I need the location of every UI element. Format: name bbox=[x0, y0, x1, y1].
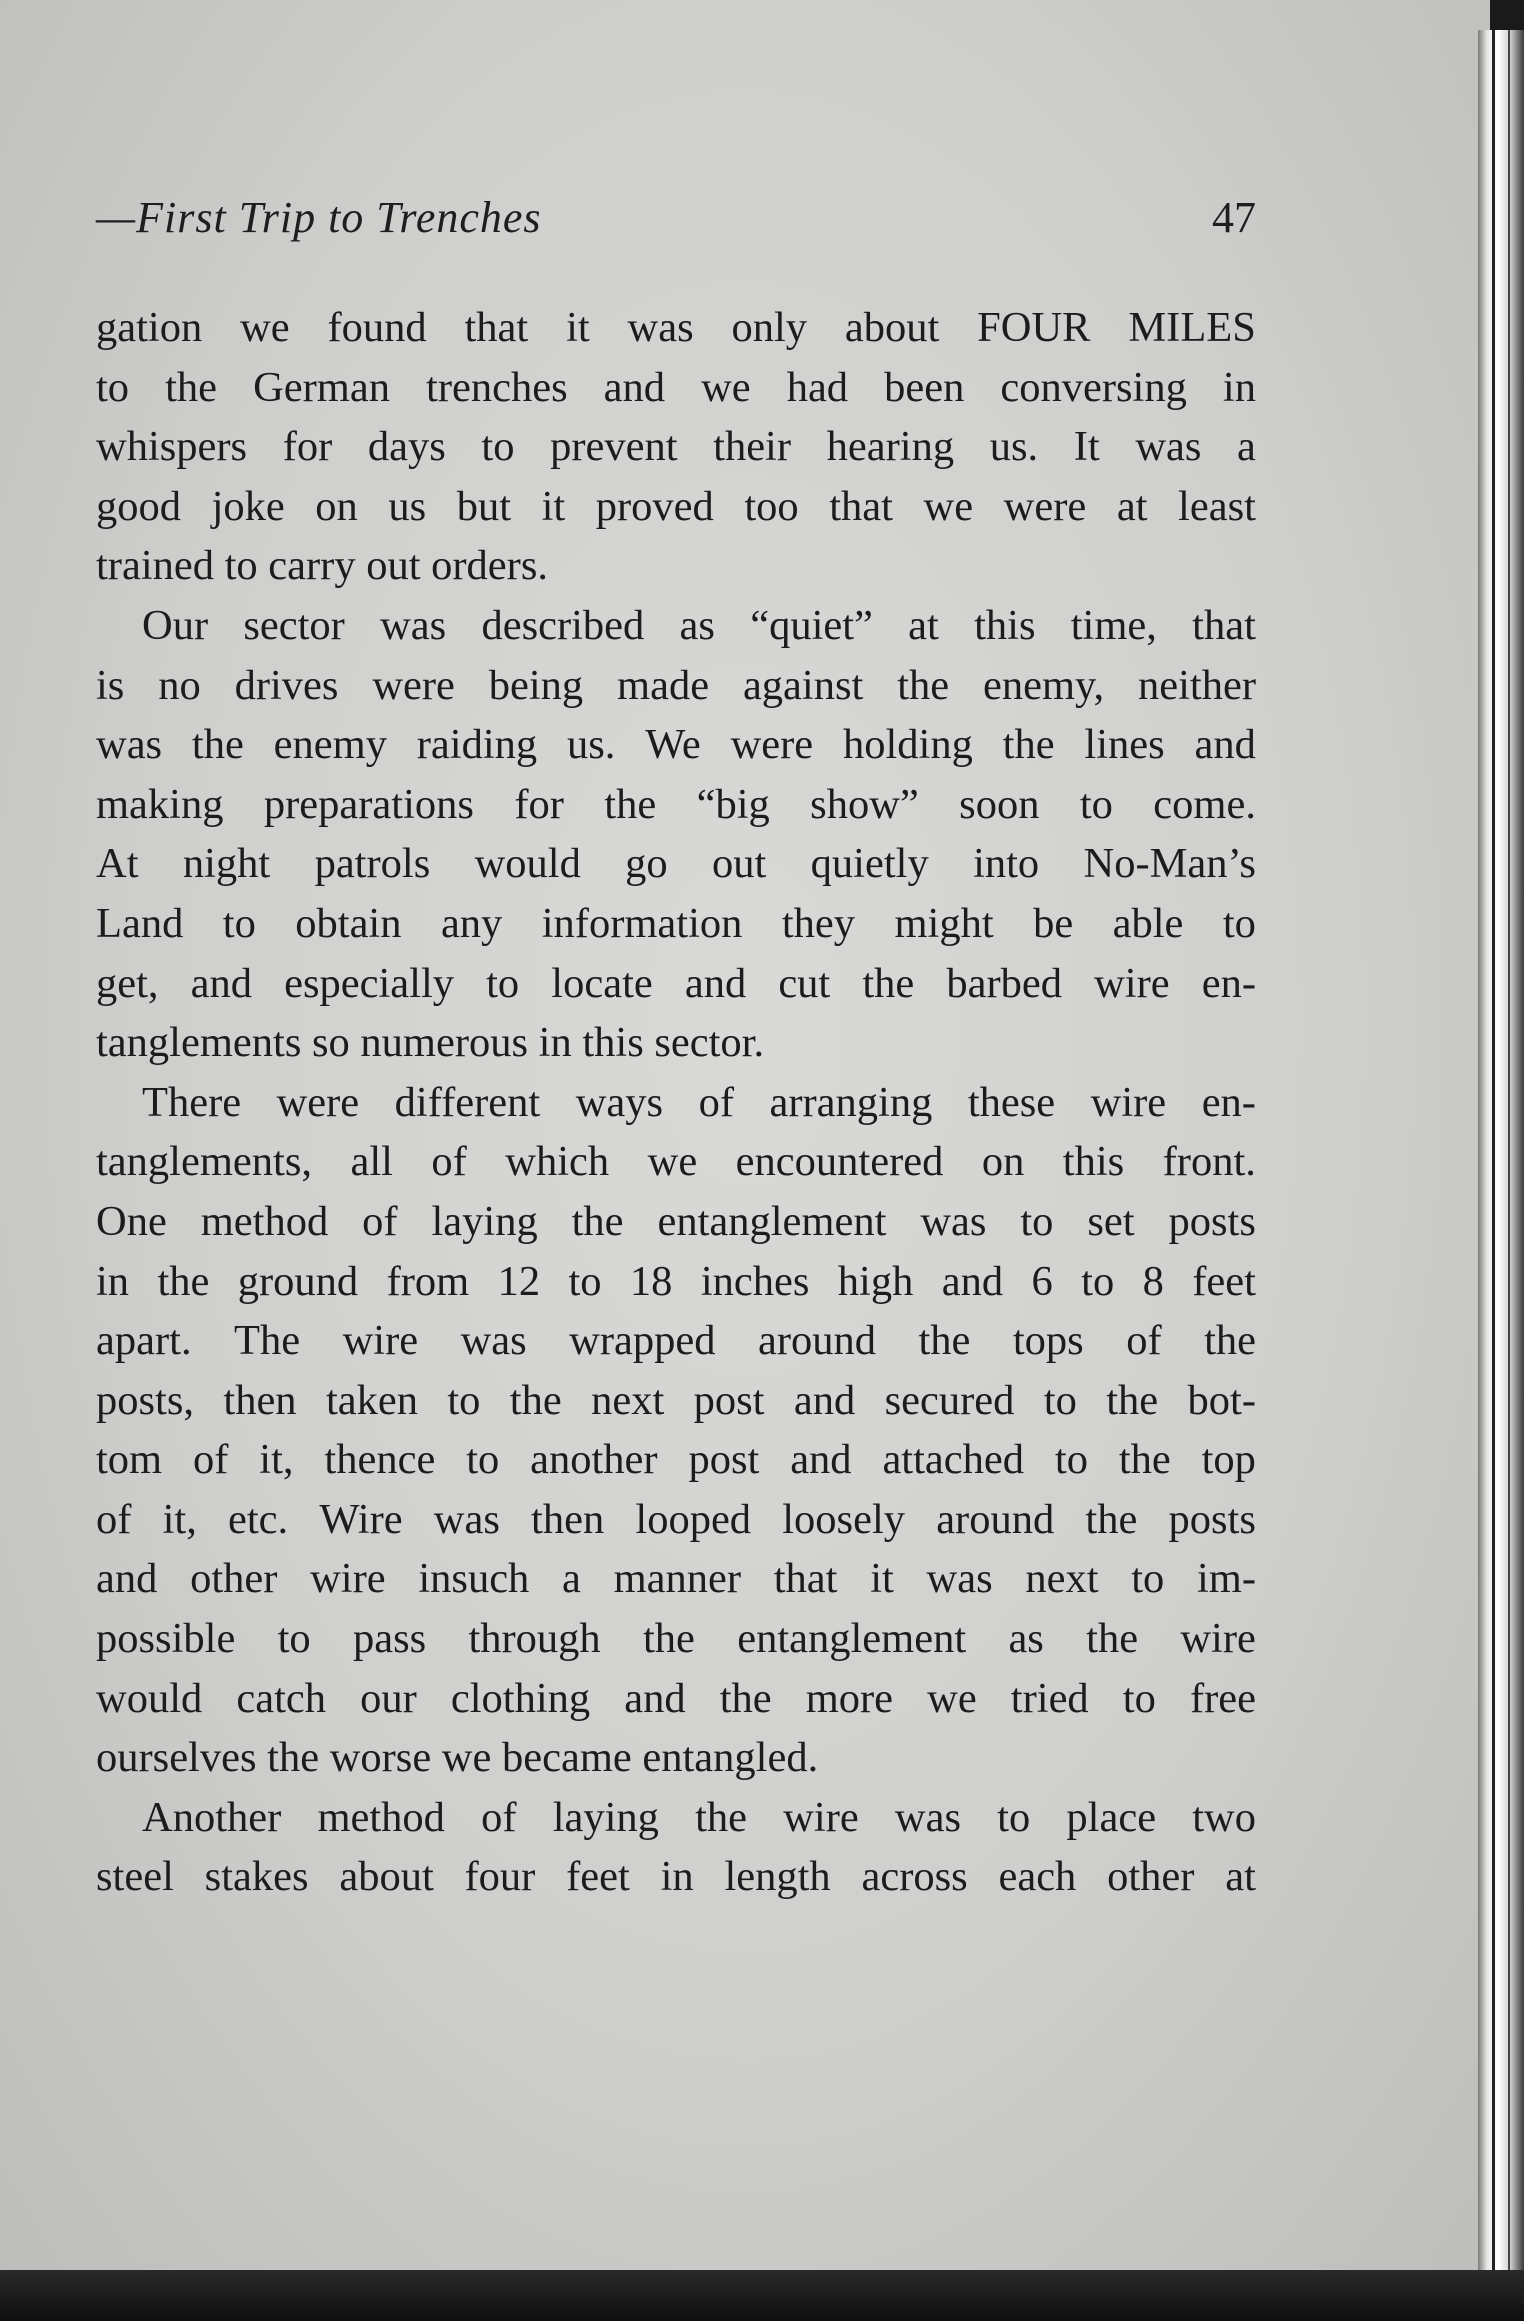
text-line: One method of laying the entanglement was to set posts bbox=[96, 1197, 1256, 1245]
text-line: whispers for days to prevent their hearing us. It was a bbox=[96, 423, 1256, 471]
text-line: in the ground from 12 to 18 inches high and 6 to 8 feet bbox=[96, 1257, 1256, 1305]
text-line: making preparations for the “big show” soon to come. bbox=[96, 780, 1256, 828]
paragraph-3 bbox=[96, 1073, 1256, 1788]
text-line: apart. The wire was wrapped around the tops of the bbox=[96, 1317, 1256, 1365]
text-line: tanglements, all of which we encountered on this front. bbox=[96, 1138, 1256, 1186]
page-edge bbox=[1478, 30, 1524, 2290]
paragraph-2 bbox=[96, 596, 1256, 1073]
page-number: 47 bbox=[1212, 193, 1256, 242]
paragraph-4 bbox=[96, 1788, 1256, 1907]
text-line: would catch our clothing and the more we tried to free bbox=[96, 1674, 1256, 1722]
text-line: Another method of laying the wire was to place two bbox=[142, 1793, 1256, 1841]
text-line: to the German trenches and we had been conversing in bbox=[96, 363, 1256, 411]
page-edge-line bbox=[1508, 30, 1510, 2290]
text-line: is no drives were being made against the enemy, neither bbox=[96, 661, 1256, 709]
text-line: Our sector was described as “quiet” at this time, that bbox=[142, 601, 1256, 649]
text-line: ourselves the worse we became entangled. bbox=[96, 1734, 819, 1782]
text-line: trained to carry out orders. bbox=[96, 542, 548, 590]
text-line: and other wire insuch a manner that it was next to im- bbox=[96, 1555, 1256, 1603]
body-text bbox=[96, 298, 1256, 1907]
text-line: At night patrols would go out quietly into No-Man’s bbox=[96, 840, 1256, 888]
text-line: tanglements so numerous in this sector. bbox=[96, 1019, 765, 1067]
text-line: of it, etc. Wire was then looped loosely around the posts bbox=[96, 1495, 1256, 1543]
scan-bottom-edge bbox=[0, 2270, 1524, 2321]
page-edge-line bbox=[1492, 30, 1495, 2290]
text-line: gation we found that it was only about FOUR MILES bbox=[96, 304, 1256, 351]
text-line: posts, then taken to the next post and secured to the bot- bbox=[96, 1376, 1256, 1424]
text-line: was the enemy raiding us. We were holding the lines and bbox=[96, 721, 1256, 769]
paragraph-1 bbox=[96, 298, 1256, 596]
text-line: good joke on us but it proved too that we were at least bbox=[96, 482, 1256, 530]
running-head: —First Trip to Trenches bbox=[96, 193, 542, 242]
text-line: possible to pass through the entanglement as the wire bbox=[96, 1615, 1256, 1663]
text-line: steel stakes about four feet in length across each other at bbox=[96, 1853, 1256, 1901]
text-line: tom of it, thence to another post and attached to the top bbox=[96, 1436, 1256, 1484]
text-line: Land to obtain any information they might be able to bbox=[96, 899, 1256, 947]
text-line: There were different ways of arranging these wire en- bbox=[142, 1078, 1256, 1126]
page-header bbox=[96, 192, 1256, 262]
text-line: get, and especially to locate and cut the barbed wire en- bbox=[96, 959, 1256, 1007]
